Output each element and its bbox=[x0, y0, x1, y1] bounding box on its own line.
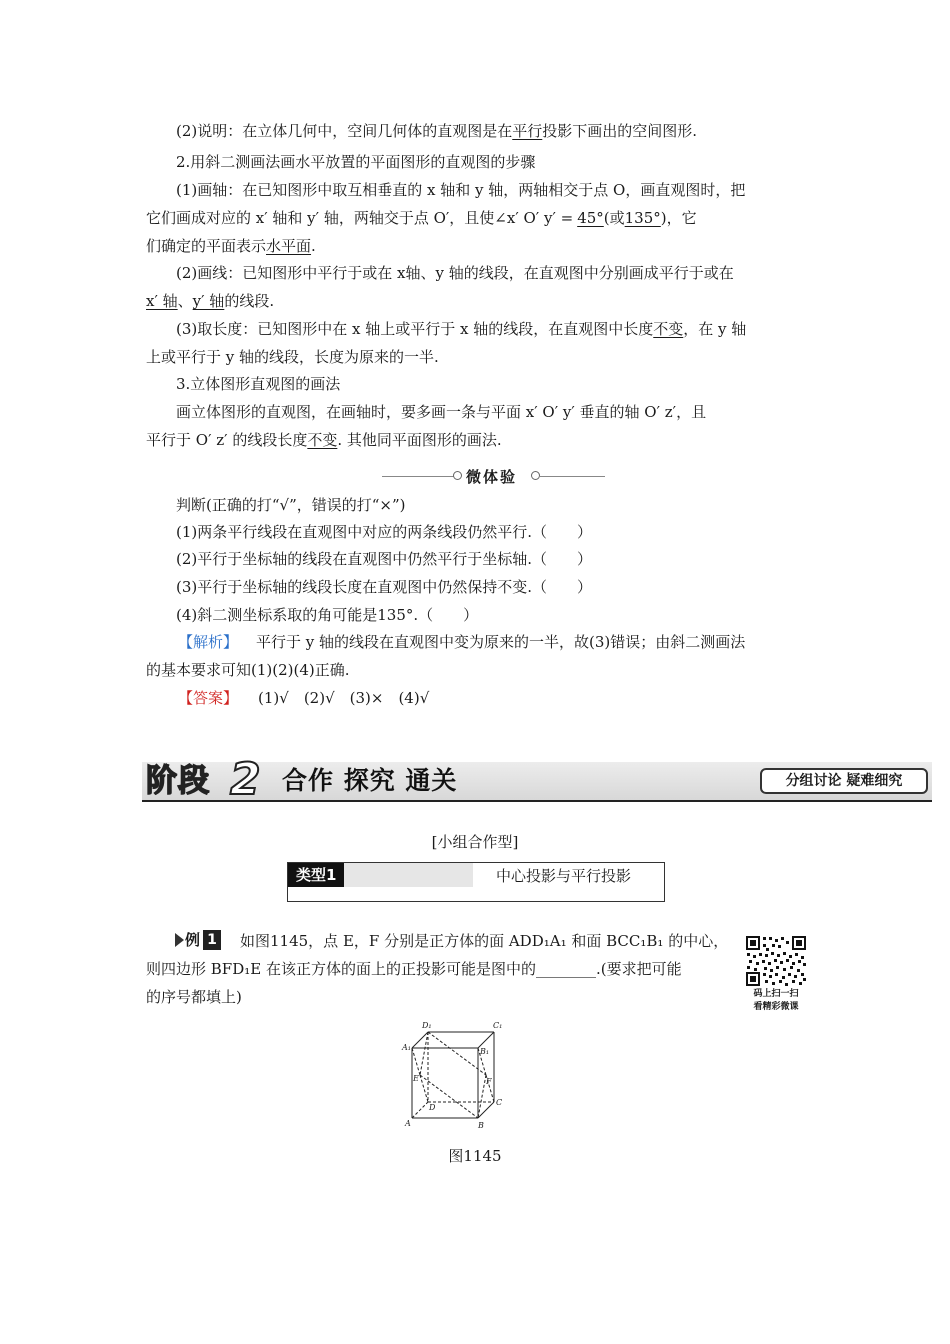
label-A1: A₁ bbox=[402, 1043, 411, 1052]
type-box bbox=[287, 862, 665, 902]
concept-line-9: 上或平行于 y 轴的线段，长度为原来的一半. bbox=[146, 348, 439, 366]
label-B: B bbox=[478, 1121, 484, 1130]
concept-line-3: (1)画轴：在已知图形中取互相垂直的 x 轴和 y 轴，两轴相交于点 O，画直观图时，把 bbox=[176, 181, 746, 199]
micro-item-3: (3)平行于坐标轴的线段长度在直观图中仍然保持不变.（ ） bbox=[176, 578, 593, 596]
label-B1: B₁ bbox=[480, 1047, 490, 1056]
stage-label: 阶段 bbox=[146, 763, 210, 799]
concept-line-2: 2.用斜二测画法画水平放置的平面图形的直观图的步骤 bbox=[176, 153, 536, 171]
cube-figure bbox=[398, 1018, 508, 1134]
figure-caption: 图1145 bbox=[448, 1147, 502, 1165]
concept-line-11: 画立体图形的直观图，在画轴时，要多画一条与平面 x′ O′ y′ 垂直的轴 O′ z′，且 bbox=[176, 403, 707, 421]
micro-item-1: (1)两条平行线段在直观图中对应的两条线段仍然平行.（ ） bbox=[176, 523, 593, 541]
title-rule-left bbox=[382, 476, 454, 477]
label-D1: D₁ bbox=[422, 1021, 432, 1030]
label-C1: C₁ bbox=[493, 1021, 503, 1030]
answer: 【答案】 (1)√ (2)√ (3)× (4)√ bbox=[178, 689, 430, 707]
label-D: D bbox=[429, 1103, 436, 1112]
qr-caption-1: 码上扫一扫 bbox=[753, 989, 799, 999]
concept-line-4: 它们画成对应的 x′ 轴和 y′ 轴，两轴交于点 O′，且使∠x′ O′ y′ = 45°(或135°)，它 bbox=[146, 209, 697, 227]
stage-number: 2 bbox=[230, 754, 261, 805]
concept-line-8: (3)取长度：已知图形中在 x 轴上或平行于 x 轴的线段，在直观图中长度不变，在 y 轴 bbox=[176, 320, 747, 338]
qr-caption-2: 看精彩微课 bbox=[753, 1002, 799, 1012]
group-type-heading: [小组合作型] bbox=[431, 833, 519, 851]
micro-item-4: (4)斜二测坐标系取的角可能是135°.（ ） bbox=[176, 606, 479, 624]
stage-banner bbox=[142, 754, 932, 805]
concept-line-12: 平行于 O′ z′ 的线段长度不变. 其他同平面图形的画法. bbox=[146, 431, 502, 449]
micro-intro: 判断(正确的打“√”，错误的打“×”) bbox=[176, 496, 406, 514]
concept-line-5: 们确定的平面表示水平面. bbox=[146, 237, 316, 255]
label-A: A bbox=[405, 1119, 411, 1128]
type-label-bar bbox=[288, 863, 473, 887]
example-label: 例 bbox=[185, 931, 201, 949]
concept-line-10: 3.立体图形直观图的画法 bbox=[176, 375, 341, 393]
concept-line-7: x′ 轴、y′ 轴的线段. bbox=[146, 292, 275, 310]
type-label: 类型1 bbox=[288, 863, 344, 887]
analysis-line-2: 的基本要求可知(1)(2)(4)正确. bbox=[146, 661, 350, 679]
triangle-icon bbox=[175, 933, 184, 947]
label-E: E bbox=[413, 1074, 419, 1083]
qr-code-icon[interactable] bbox=[745, 935, 807, 987]
micro-title: 微体验 bbox=[146, 466, 808, 486]
analysis-label: 【解析】 bbox=[178, 633, 239, 651]
answer-label: 【答案】 bbox=[178, 689, 239, 707]
example-number: 1 bbox=[203, 930, 221, 950]
type-name: 中心投影与平行投影 bbox=[496, 867, 632, 885]
label-F: F bbox=[486, 1077, 492, 1086]
circle-icon bbox=[453, 471, 462, 480]
analysis: 【解析】 平行于 y 轴的线段在直观图中变为原来的一半，故(3)错误；由斜二测画法 bbox=[178, 633, 746, 651]
example-line-2: 则四边形 BFD₁E 在该正方体的面上的正投影可能是图中的________.(要求把可能 bbox=[146, 960, 682, 978]
label-C: C bbox=[496, 1098, 503, 1107]
title-rule-right bbox=[539, 476, 605, 477]
example-line-1: 如图1145，点 E，F 分别是正方体的面 ADD₁A₁ 和面 BCC₁B₁ 的中心， bbox=[240, 932, 729, 950]
stage-tag: 分组讨论 疑难细究 bbox=[760, 768, 928, 794]
concept-line-6: (2)画线：已知图形中平行于或在 x轴、y 轴的线段，在直观图中分别画成平行于或在 bbox=[176, 264, 734, 282]
micro-item-2: (2)平行于坐标轴的线段在直观图中仍然平行于坐标轴.（ ） bbox=[176, 550, 593, 568]
example-line-3: 的序号都填上) bbox=[146, 988, 242, 1006]
concept-line-1: (2)说明：在立体几何中，空间几何体的直观图是在平行投影下画出的空间图形. bbox=[176, 122, 698, 140]
stage-title: 合作 探究 通关 bbox=[282, 766, 458, 795]
